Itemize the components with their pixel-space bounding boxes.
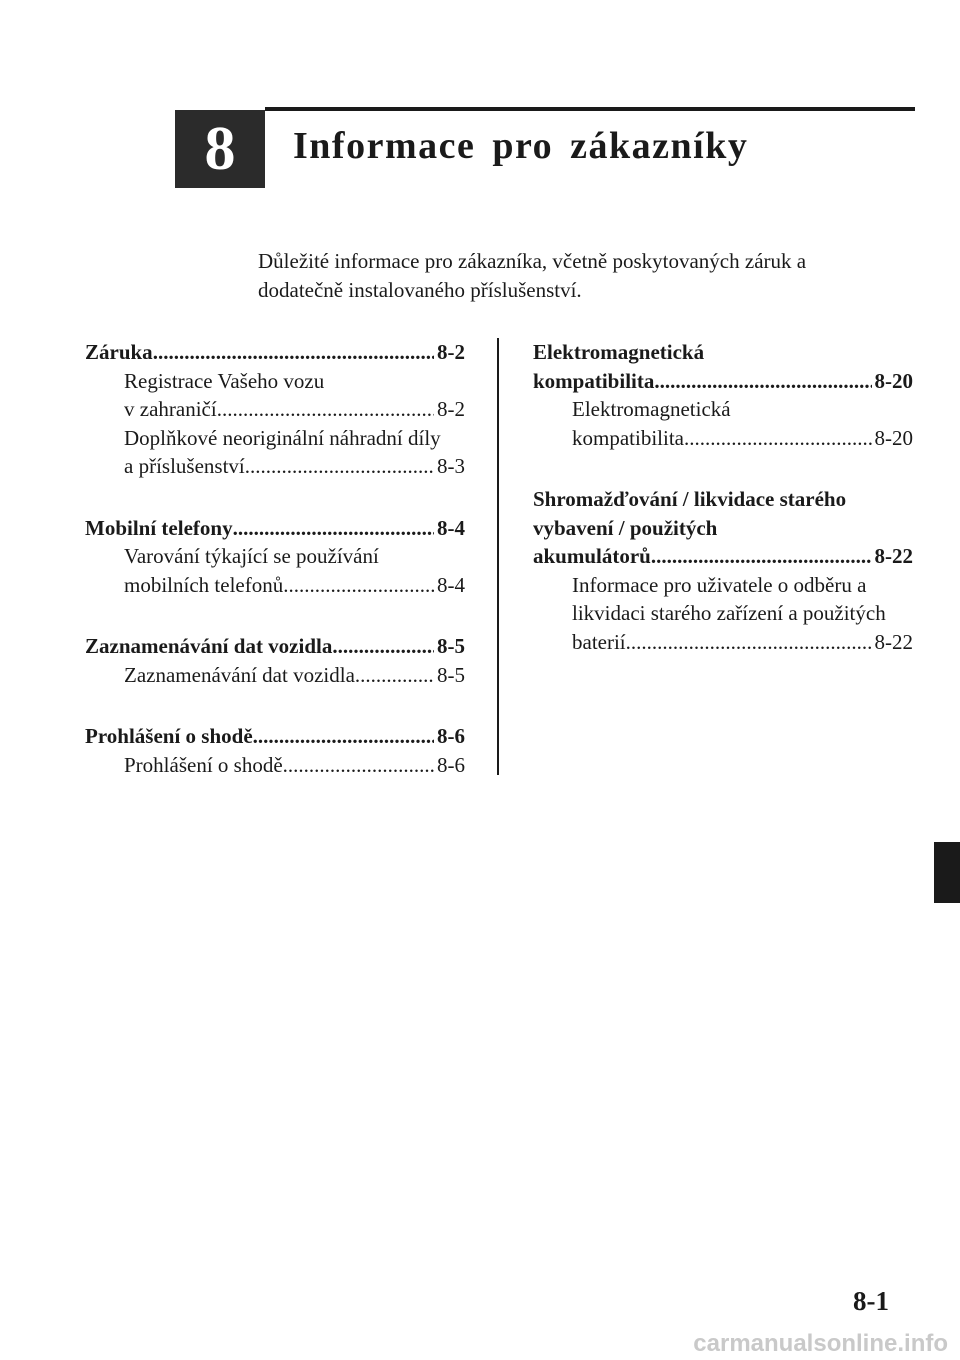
toc-section-prohlaseni: [85, 722, 465, 779]
page-ref: 8-6: [437, 752, 465, 777]
toc-section-elektromagneticka: [533, 338, 913, 452]
page-ref: 8-22: [874, 629, 913, 654]
intro-line: Důležité informace pro zákazníka, včetně poskytovaných záruk a: [258, 249, 807, 273]
chapter-number-box: [175, 110, 265, 188]
page-ref: 8-4: [437, 572, 465, 597]
toc-entry-text[interactable]: Elektromagnetická: [533, 340, 705, 364]
toc-entry-shromazdovani[interactable]: akumulátorů ..... 8-22: [533, 542, 913, 571]
toc-entry-text[interactable]: vybavení / použitých: [533, 515, 718, 540]
page-ref: 8-20: [874, 425, 913, 450]
toc-section-zaznamenavani: [85, 632, 465, 689]
toc-subentry-text[interactable]: Registrace Vašeho vozu: [124, 368, 325, 393]
page-number: 8-1: [853, 1286, 889, 1316]
toc-subentry-text[interactable]: likvidaci starého zařízení a použitých: [572, 601, 886, 625]
page-ref: 8-22: [874, 544, 913, 568]
page-ref: 8-5: [437, 662, 465, 687]
column-divider: [497, 338, 499, 775]
toc-entry-mobilni[interactable]: Mobilní telefony ..... 8-4: [85, 514, 465, 543]
toc-subentry-informace[interactable]: baterií ..... 8-22: [533, 628, 913, 657]
page-ref: 8-2: [437, 340, 465, 364]
toc-subentry-text[interactable]: Informace pro uživatele o odběru a: [572, 572, 867, 597]
toc-entry-text[interactable]: Shromažďování / likvidace starého: [533, 487, 847, 511]
toc-entry-zaznamenavani[interactable]: Zaznamenávání dat vozidla ..... 8-5: [85, 632, 465, 661]
toc-section-zaruka: [85, 338, 465, 481]
watermark: carmanualsonline.info: [693, 1330, 948, 1357]
page-ref: 8-2: [437, 397, 465, 421]
toc-section-shromazdovani: [533, 485, 913, 656]
intro-line: dodatečně instalovaného příslušenství.: [258, 278, 582, 302]
toc-entry-elektromagneticka[interactable]: kompatibilita ..... 8-20: [533, 367, 913, 396]
header-rule: [265, 107, 915, 111]
page-ref: 8-4: [437, 515, 465, 540]
toc-subentry-text[interactable]: Varování týkající se používání: [124, 544, 379, 568]
toc-subentry-prohlaseni[interactable]: Prohlášení o shodě ..... 8-6: [85, 751, 465, 780]
page-ref: 8-3: [437, 454, 465, 478]
toc-subentry-text[interactable]: Doplňkové neoriginální náhradní díly: [124, 425, 441, 450]
intro-paragraph: [258, 247, 898, 305]
chapter-thumb-tab: [934, 842, 960, 903]
toc-subentry-zaznamenavani[interactable]: Zaznamenávání dat vozidla ..... 8-5: [85, 661, 465, 690]
chapter-title: Informace pro zákazníky: [293, 125, 749, 167]
toc-left-column: [85, 338, 465, 812]
toc-entry-zaruka[interactable]: Záruka ..... 8-2: [85, 338, 465, 367]
page-ref: 8-5: [437, 634, 465, 658]
toc-entry-prohlaseni[interactable]: Prohlášení o shodě ..... 8-6: [85, 722, 465, 751]
toc-subentry-text[interactable]: Elektromagnetická: [572, 397, 731, 421]
toc-right-column: [533, 338, 913, 689]
page-ref: 8-6: [437, 724, 465, 748]
toc-subentry-varovani[interactable]: mobilních telefonů ..... 8-4: [85, 571, 465, 600]
toc-subentry-doplnkove[interactable]: a příslušenství ..... 8-3: [85, 452, 465, 481]
toc-subentry-registrace[interactable]: v zahraničí ..... 8-2: [85, 395, 465, 424]
page-ref: 8-20: [874, 368, 913, 393]
toc-subentry-elektromagneticka[interactable]: kompatibilita ..... 8-20: [533, 424, 913, 453]
toc-section-mobilni: [85, 514, 465, 600]
chapter-number: 8: [204, 114, 236, 183]
